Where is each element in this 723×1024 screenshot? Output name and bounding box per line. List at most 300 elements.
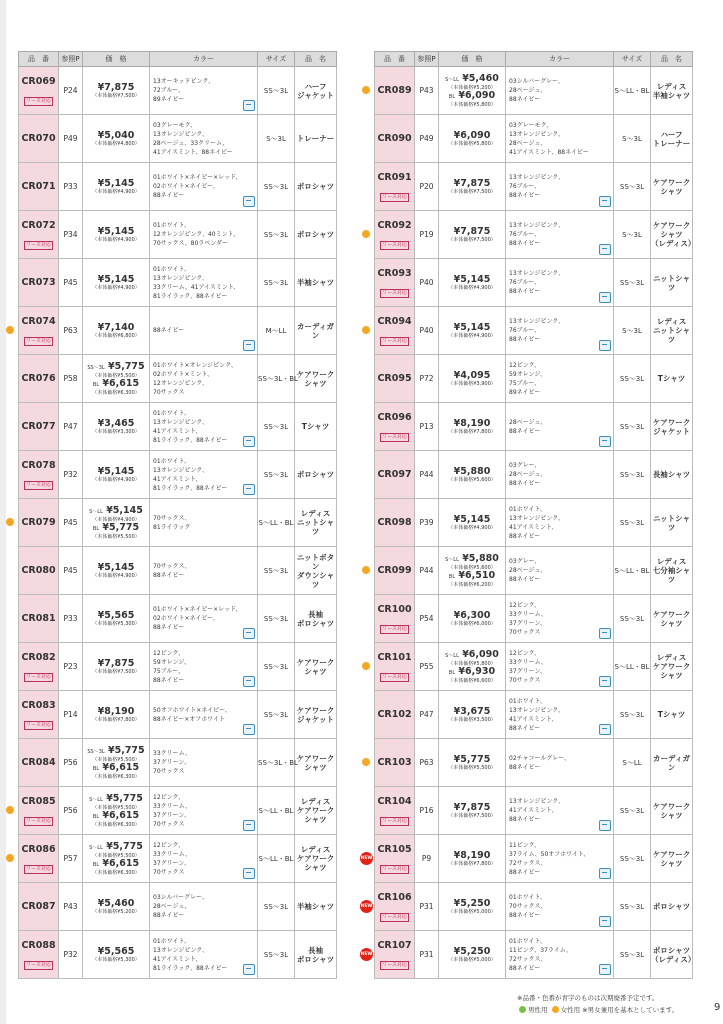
product-code: CR103 [377, 757, 412, 768]
price-size-label: S～LL [445, 76, 459, 83]
table-row [19, 931, 337, 979]
product-name-line: ニットシャツ [652, 273, 691, 292]
reference-page: P45 [59, 259, 83, 307]
price-line [83, 83, 149, 93]
lease-badge: リース対応 [382, 817, 407, 824]
price-note: （本体価格¥6,600） [448, 677, 496, 684]
female-marker-icon [362, 86, 370, 94]
product-name-cell [295, 163, 337, 211]
care-label-icon [243, 868, 255, 879]
price-value: ¥5,145 [453, 513, 491, 525]
table-row [19, 595, 337, 643]
table-row [19, 355, 337, 403]
price-cell [83, 643, 150, 691]
price-line [439, 947, 505, 957]
color-option: 13オレンジピンク、 [153, 946, 208, 954]
price-line [83, 131, 149, 141]
product-name-line: シャツ [660, 618, 683, 628]
color-option: 70サックス、 [153, 562, 191, 570]
product-name-line: レディス [656, 81, 687, 91]
product-name-line: ポロシャツ [652, 945, 691, 955]
price-value: ¥5,460 [97, 897, 135, 909]
color-option: 88ネイビー [153, 192, 185, 199]
care-label-icon [599, 244, 611, 255]
header-color: カラー [150, 52, 258, 67]
product-name-line: レディス [656, 653, 687, 662]
price-cell [83, 691, 150, 739]
color-option: 13オレンジピンク、 [153, 274, 208, 282]
product-name-line: 半袖シャツ [296, 278, 335, 287]
price-note: （本体価格¥5,000） [448, 956, 496, 963]
price-note: （本体価格¥7,500） [448, 812, 496, 819]
size-range: SS～3L [258, 595, 295, 643]
price-value: ¥5,145 [97, 465, 135, 477]
color-option: 01ホワイト、 [153, 409, 190, 417]
price-note: （本体価格¥3,900） [448, 380, 496, 387]
reference-page: P56 [59, 787, 83, 835]
header-ref: 参照P [415, 52, 439, 67]
color-option: 76ブルー、 [509, 183, 541, 190]
color-option: 88ネイビー [509, 816, 541, 823]
color-option: 01ホワイト、 [153, 937, 190, 945]
color-option: 33クリーム、 [153, 850, 191, 858]
product-code-cell [19, 835, 59, 883]
product-name-line: シャツ [304, 666, 327, 676]
reference-page: P14 [59, 691, 83, 739]
product-name-line: ケアワーク [296, 369, 335, 379]
color-cell [150, 547, 258, 595]
price-line [83, 947, 149, 957]
size-range: SS～3L [258, 451, 295, 499]
product-code-cell [19, 547, 59, 595]
product-name-line: ポロシャツ [652, 902, 691, 911]
price-cell [439, 259, 506, 307]
product-name-line: カーディガン [653, 753, 690, 772]
product-code-cell [19, 403, 59, 451]
header-code: 品 番 [375, 52, 415, 67]
color-option: 01ホワイト×オレンジピンク、 [153, 361, 237, 369]
product-name-line: レディス [300, 797, 331, 806]
color-option: 70サックス、80ラベンダー [153, 240, 229, 247]
product-name-cell [295, 403, 337, 451]
reference-page: P54 [415, 595, 439, 643]
price-value: ¥5,145 [453, 321, 491, 333]
price-size-label: BL [92, 381, 100, 388]
size-range: SS～3L [258, 211, 295, 259]
price-value: ¥6,615 [102, 761, 140, 773]
color-option: 88ネイビー [153, 624, 185, 631]
product-code: CR087 [21, 901, 56, 912]
product-code: CR071 [21, 181, 56, 192]
reference-page: P33 [59, 163, 83, 211]
price-note: （本体価格¥5,300） [92, 620, 140, 627]
reference-page: P39 [415, 499, 439, 547]
price-value: ¥7,875 [97, 657, 135, 669]
reference-page: P24 [59, 67, 83, 115]
price-value: ¥4,095 [453, 369, 491, 381]
price-value: ¥5,880 [462, 552, 499, 564]
lease-badge: リース対応 [26, 337, 51, 344]
product-name-cell [651, 115, 693, 163]
product-code: CR077 [21, 421, 56, 432]
price-note: （本体価格¥4,900） [92, 284, 140, 291]
table-row [19, 115, 337, 163]
price-line [439, 667, 505, 678]
product-name-line: 七分袖シャツ [652, 566, 691, 584]
price-value: ¥5,565 [97, 609, 135, 621]
color-cell [150, 355, 258, 403]
product-code: CR095 [377, 373, 412, 384]
size-range: SS～3L [614, 691, 651, 739]
table-row [19, 163, 337, 211]
color-cell [506, 211, 614, 259]
price-note: （本体価格¥4,900） [92, 236, 140, 243]
table-row [375, 211, 693, 259]
table-row [19, 499, 337, 547]
product-name-cell [295, 643, 337, 691]
product-code-cell [375, 499, 415, 547]
product-code: CR100 [377, 603, 412, 615]
care-label-icon [243, 628, 255, 639]
price-line [439, 571, 505, 582]
reference-page: P49 [59, 115, 83, 163]
color-option: 41アイスミント、 [153, 475, 202, 483]
color-option: 33クリーム、 [153, 750, 191, 757]
color-cell [150, 787, 258, 835]
product-name-cell [651, 259, 693, 307]
color-option: 88ネイビー [509, 427, 541, 435]
color-option: 81ライラック [153, 523, 191, 531]
color-option: 01ホワイト、 [509, 697, 546, 705]
color-cell [506, 259, 614, 307]
price-cell [439, 739, 506, 787]
female-marker-icon [362, 230, 370, 238]
product-code-cell [375, 163, 415, 211]
product-name-cell [651, 787, 693, 835]
color-option: 41アイスミント、 [509, 523, 558, 531]
table-row [375, 691, 693, 739]
reference-page: P31 [415, 883, 439, 931]
male-dot-icon [519, 1006, 526, 1013]
size-range: S～LL・BL [614, 547, 651, 595]
table-row [375, 403, 693, 451]
color-option: 70サックス [153, 868, 185, 876]
color-option: 75ブルー、 [153, 667, 185, 675]
product-code-cell [19, 115, 59, 163]
price-value: ¥5,460 [462, 72, 499, 84]
care-label-icon [599, 676, 611, 687]
price-line [439, 227, 505, 237]
product-name-line: シャツ [304, 378, 327, 388]
price-value: ¥5,145 [97, 273, 135, 285]
product-name-cell [295, 835, 337, 883]
price-note: （本体価格¥6,000） [448, 620, 496, 627]
product-name-line: ケアワーク [652, 849, 691, 859]
color-cell [506, 835, 614, 883]
table-row [19, 547, 337, 595]
color-option: 88ネイビー [509, 532, 541, 540]
product-code: CR076 [21, 373, 56, 384]
color-cell [150, 451, 258, 499]
color-option: 70サックス、 [509, 903, 547, 910]
price-line [83, 811, 149, 822]
color-option: 01ホワイト×ネイビー×レッド、 [153, 174, 242, 181]
color-cell [506, 451, 614, 499]
color-option: 88ネイビー [509, 192, 541, 199]
price-cell [83, 739, 150, 787]
price-note: （本体価格¥3,500） [448, 716, 496, 723]
lease-badge: リース対応 [26, 97, 51, 104]
product-name-cell [651, 499, 693, 547]
product-code: CR089 [377, 85, 412, 96]
header-code: 品 番 [19, 52, 59, 67]
price-value: ¥5,775 [107, 744, 145, 756]
price-line [439, 275, 505, 285]
price-note: （本体価格¥7,500） [92, 668, 140, 675]
price-value: ¥6,090 [453, 129, 491, 141]
price-cell [439, 595, 506, 643]
price-note: （本体価格¥5,000） [448, 908, 496, 915]
reference-page: P9 [415, 835, 439, 883]
table-row [375, 163, 693, 211]
price-line [439, 650, 505, 661]
product-name-line: 長袖 [308, 945, 323, 955]
product-code: CR079 [21, 517, 56, 528]
product-name-cell [295, 595, 337, 643]
color-cell [150, 403, 258, 451]
product-code: CR081 [21, 613, 56, 624]
price-value: ¥5,145 [97, 561, 135, 573]
color-option: 50オフホワイト×ネイビー、 [153, 706, 231, 714]
lease-badge: リース対応 [382, 337, 407, 344]
table-row [19, 451, 337, 499]
table-row [375, 355, 693, 403]
color-option: 72サックス、 [509, 859, 547, 867]
reference-page: P44 [415, 547, 439, 595]
product-code: CR078 [21, 459, 56, 471]
color-option: 76ブルー、 [509, 327, 541, 334]
product-code: CR085 [21, 795, 56, 807]
size-range: SS～3L [614, 403, 651, 451]
product-code: CR080 [21, 565, 56, 576]
price-line [439, 91, 505, 102]
color-option: 88ネイビー [509, 576, 541, 583]
lease-badge: リース対応 [382, 961, 407, 968]
price-value: ¥6,615 [102, 857, 140, 869]
price-note: （本体価格¥6,300） [92, 869, 140, 876]
color-option: 88ネイビー [509, 288, 541, 295]
product-code-cell [19, 163, 59, 211]
table-header [375, 52, 693, 67]
price-size-label: BL [448, 93, 456, 100]
table-row [375, 547, 693, 595]
product-name-line: ポロシャツ [296, 230, 335, 239]
color-option: 01ホワイト、 [509, 894, 546, 901]
reference-page: P32 [59, 931, 83, 979]
color-option: 11ピンク、 [509, 841, 541, 849]
price-size-label: S～LL [445, 652, 459, 659]
color-option: 59オレンジ、 [509, 370, 546, 378]
price-size-label: S～LL [89, 508, 103, 515]
size-range: SS～3L [258, 883, 295, 931]
care-label-icon [599, 292, 611, 303]
price-line [83, 362, 149, 373]
table-row [19, 643, 337, 691]
product-name-line: ケアワーク [652, 177, 691, 187]
color-option: 12ピンク、 [509, 601, 541, 609]
color-option: 70サックス [509, 628, 541, 636]
color-option: 01ホワイト、 [509, 505, 546, 513]
color-option: 13オレンジピンク、 [509, 222, 564, 229]
table-row [19, 835, 337, 883]
legend-male: 男性用 [528, 1006, 548, 1014]
product-code-cell [19, 307, 59, 355]
color-option: 03グレー、 [509, 462, 541, 469]
product-name-line: ケアワークシャツ [296, 806, 335, 824]
price-size-label: SS～3L [87, 364, 105, 371]
footer-legend [517, 1005, 678, 1014]
product-code-cell [375, 355, 415, 403]
price-size-label: BL [92, 765, 100, 772]
color-option: 28ベージュ、33クリーム、 [153, 139, 229, 147]
color-option: 12ピンク、 [153, 793, 185, 801]
size-range: SS～3L [614, 787, 651, 835]
care-label-icon [243, 964, 255, 975]
price-note: （本体価格¥5,500） [92, 533, 140, 540]
product-name-line: シャツ [660, 810, 683, 820]
product-code-cell [19, 691, 59, 739]
price-cell [439, 451, 506, 499]
color-option: 81ライラック、88ネイビー [153, 964, 228, 972]
table-row [19, 883, 337, 931]
table-row [19, 307, 337, 355]
lease-badge: リース対応 [26, 673, 51, 680]
page-number: 9 [714, 1002, 721, 1013]
color-option: 70サックス [509, 676, 541, 684]
price-note: （本体価格¥7,500） [92, 92, 140, 99]
color-option: 72ブルー、 [153, 87, 185, 94]
color-option: 89ネイビー [153, 96, 185, 103]
product-name-line: ケアワーク [296, 657, 335, 667]
product-code: CR069 [21, 75, 56, 87]
product-code: CR083 [21, 699, 56, 711]
product-name-line: トレーナー [296, 134, 335, 143]
price-note: （本体価格¥5,500） [448, 764, 496, 771]
reference-page: P43 [59, 883, 83, 931]
color-cell [150, 835, 258, 883]
header-size: サイズ [258, 52, 295, 67]
product-name-line: シャツ [660, 858, 683, 868]
price-value: ¥7,875 [97, 81, 135, 93]
price-size-label: S～LL [89, 796, 103, 803]
color-option: 37グリーン、 [153, 859, 191, 867]
product-code-cell [19, 643, 59, 691]
product-code-cell [375, 835, 415, 883]
table-row [375, 307, 693, 355]
price-line [83, 227, 149, 237]
product-code-cell [375, 787, 415, 835]
price-line [439, 554, 505, 565]
reference-page: P44 [415, 451, 439, 499]
product-name-cell [295, 691, 337, 739]
reference-page: P33 [59, 595, 83, 643]
color-cell [506, 115, 614, 163]
lease-badge: リース対応 [382, 625, 407, 632]
product-name-cell [295, 355, 337, 403]
product-name-cell [295, 67, 337, 115]
size-range: S～3L [614, 115, 651, 163]
color-cell [506, 595, 614, 643]
lease-badge: リース対応 [382, 241, 407, 248]
product-name-line: ケアワーク [652, 417, 691, 427]
price-line [83, 794, 149, 805]
price-value: ¥6,615 [102, 809, 140, 821]
product-name-cell [295, 547, 337, 595]
size-range: SS～3L・BL [258, 739, 295, 787]
product-name-line: （レディス） [651, 239, 696, 248]
product-name-cell [651, 211, 696, 259]
price-value: ¥5,775 [107, 360, 145, 372]
color-option: 03グレー、 [509, 558, 541, 565]
female-marker-icon [362, 662, 370, 670]
color-option: 75ブルー、 [509, 379, 541, 387]
price-note: （本体価格¥5,600） [448, 564, 496, 571]
size-range: SS～3L [614, 835, 651, 883]
reference-page: P72 [415, 355, 439, 403]
product-code: CR084 [21, 757, 56, 768]
size-range: SS～3L [614, 595, 651, 643]
color-option: 12オレンジピンク、 [153, 379, 208, 387]
color-option: 88ネイビー×オフホワイト [153, 715, 225, 723]
reference-page: P55 [415, 643, 439, 691]
price-size-label: BL [448, 573, 456, 580]
price-line [83, 467, 149, 477]
color-option: 81ライラック、88ネイビー [153, 484, 228, 492]
price-value: ¥6,930 [458, 665, 496, 677]
table-row [375, 115, 693, 163]
price-value: ¥5,145 [97, 225, 135, 237]
price-value: ¥5,145 [453, 273, 491, 285]
reference-page: P32 [59, 451, 83, 499]
color-option: 13オレンジピンク、 [509, 270, 564, 277]
product-name-cell [651, 595, 693, 643]
color-option: 13オレンジピンク、 [509, 174, 564, 181]
care-label-icon [599, 340, 611, 351]
color-option: 12ピンク、 [153, 841, 185, 849]
price-line [439, 419, 505, 429]
care-label-icon [599, 820, 611, 831]
price-line [439, 707, 505, 717]
price-note: （本体価格¥6,200） [448, 581, 496, 588]
care-label-icon [243, 436, 255, 447]
color-option: 88ネイビー [153, 912, 185, 919]
price-size-label: S～LL [445, 556, 459, 563]
price-value: ¥5,775 [453, 753, 491, 765]
price-cell [83, 163, 150, 211]
lease-badge: リース対応 [382, 433, 407, 440]
price-note: （本体価格¥5,600） [448, 476, 496, 483]
color-cell [506, 643, 614, 691]
color-option: 03グレーモク、 [509, 121, 553, 129]
price-line [83, 179, 149, 189]
color-cell [506, 307, 614, 355]
female-marker-icon [362, 326, 370, 334]
price-cell [439, 835, 506, 883]
color-option: 33クリーム、 [509, 610, 547, 618]
product-name-line: トレーナー [652, 138, 691, 148]
product-name-line: ケアワークシャツ [652, 662, 691, 680]
product-name-cell [651, 643, 693, 691]
